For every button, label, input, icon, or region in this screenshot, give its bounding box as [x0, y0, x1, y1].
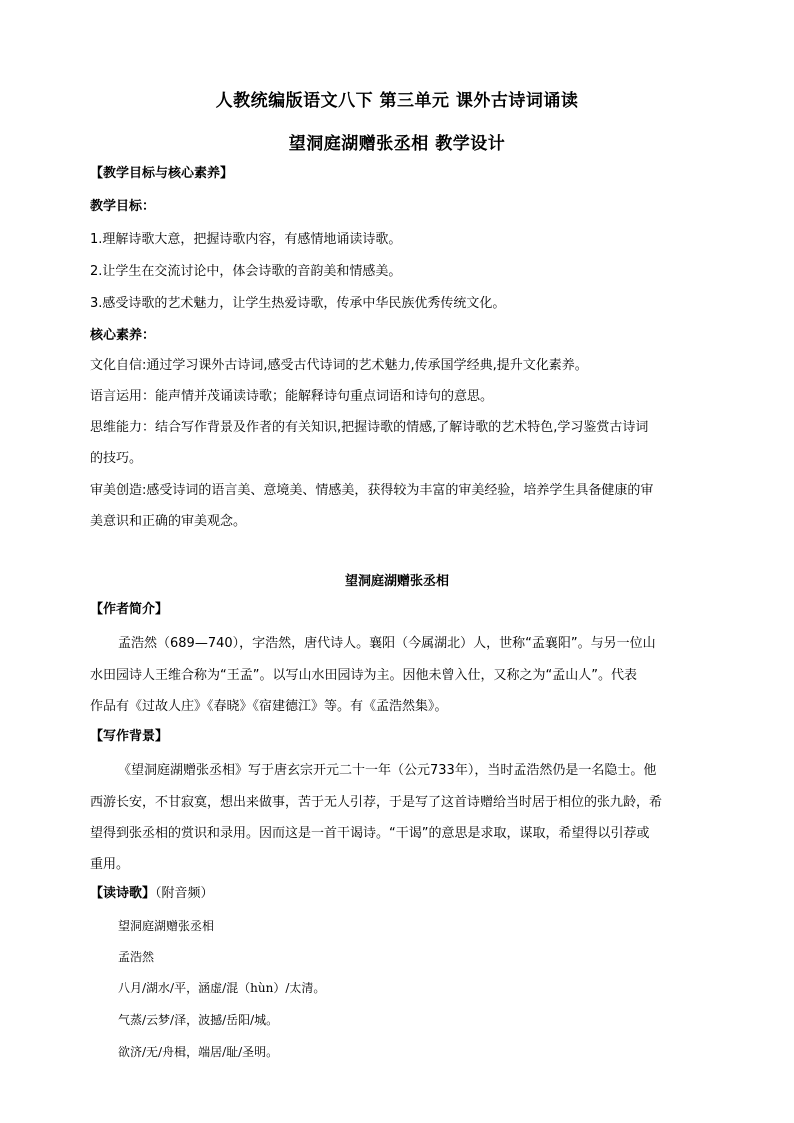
- poem-heading: 望洞庭湖赠张丞相: [344, 574, 449, 589]
- poem-line: 气蒸/云梦/泽，波撼/岳阳/城。: [118, 1013, 279, 1027]
- reading-section-heading: 【读诗歌】: [90, 886, 156, 901]
- core-thinking: 思维能力：结合写作背景及作者的有关知识,把握诗歌的情感,了解诗歌的艺术特色,学习鉴赏古诗词: [90, 420, 649, 435]
- author-paragraph-line: 作品有《过故人庄》《春晓》《宿建德江》等。有《孟浩然集》。: [90, 699, 448, 714]
- background-paragraph-line: 望得到张丞相的赏识和录用。因而这是一首干谒诗。“干谒”的意思是求取，谋取，希望得以引荐或: [90, 826, 650, 841]
- section-goals-heading: 【教学目标与核心素养】: [90, 166, 234, 181]
- author-paragraph-line: 水田园诗人王维合称为“王孟”。以写山水田园诗为主。因他未曾入仕，又称之为“孟山人”。代表: [90, 668, 637, 683]
- background-paragraph-line: 西游长安，不甘寂寞，想出来做事，苦于无人引荐，于是写了这首诗赠给当时居于相位的张九龄，希: [90, 795, 663, 810]
- poem-line: 八月/湖水/平，涵虚/混（hùn）/太清。: [118, 981, 326, 995]
- core-culture: 文化自信:通过学习课外古诗词,感受古代诗词的艺术魅力,传承国学经典,提升文化素养。: [90, 358, 588, 373]
- goal-item: 3.感受诗歌的艺术魅力，让学生热爱诗歌，传承中华民族优秀传统文化。: [90, 296, 506, 311]
- author-paragraph-line: 孟浩然（689—740），字浩然，唐代诗人。襄阳（今属湖北）人，世称“孟襄阳”。与另一位山: [118, 636, 656, 651]
- reading-section: [90, 884, 706, 904]
- goals-label: 教学目标：: [90, 199, 156, 214]
- poem-line: 欲济/无/舟楫，端居/耻/圣明。: [118, 1045, 279, 1059]
- poem-author: 孟浩然: [118, 950, 155, 964]
- background-section-heading: 【写作背景】: [90, 729, 169, 744]
- background-paragraph-line: 重用。: [90, 857, 130, 872]
- core-aesthetic: 审美创造:感受诗词的语言美、意境美、情感美，获得较为丰富的审美经验，培养学生具备健康的审: [90, 483, 654, 498]
- goal-item: 1.理解诗歌大意，把握诗歌内容，有感情地诵读诗歌。: [90, 232, 402, 247]
- core-thinking-cont: 的技巧。: [90, 451, 143, 466]
- poem-title: 望洞庭湖赠张丞相: [118, 919, 215, 933]
- background-paragraph-line: 《望洞庭湖赠张丞相》写于唐玄宗开元二十一年（公元733年），当时孟浩然仍是一名隐士。他: [118, 763, 657, 778]
- audio-note[interactable]: （附音频）: [155, 886, 214, 901]
- document-subtitle: 望洞庭湖赠张丞相 教学设计: [288, 134, 506, 154]
- document-title: 人教统编版语文八下 第三单元 课外古诗词诵读: [215, 91, 579, 111]
- core-aesthetic-cont: 美意识和正确的审美观念。: [90, 514, 247, 529]
- author-section-heading: 【作者简介】: [90, 602, 169, 617]
- goal-item: 2.让学生在交流讨论中，体会诗歌的音韵美和情感美。: [90, 264, 402, 279]
- core-label: 核心素养：: [90, 328, 156, 343]
- core-language: 语言运用：能声情并茂诵读诗歌；能解释诗句重点词语和诗句的意思。: [90, 389, 494, 404]
